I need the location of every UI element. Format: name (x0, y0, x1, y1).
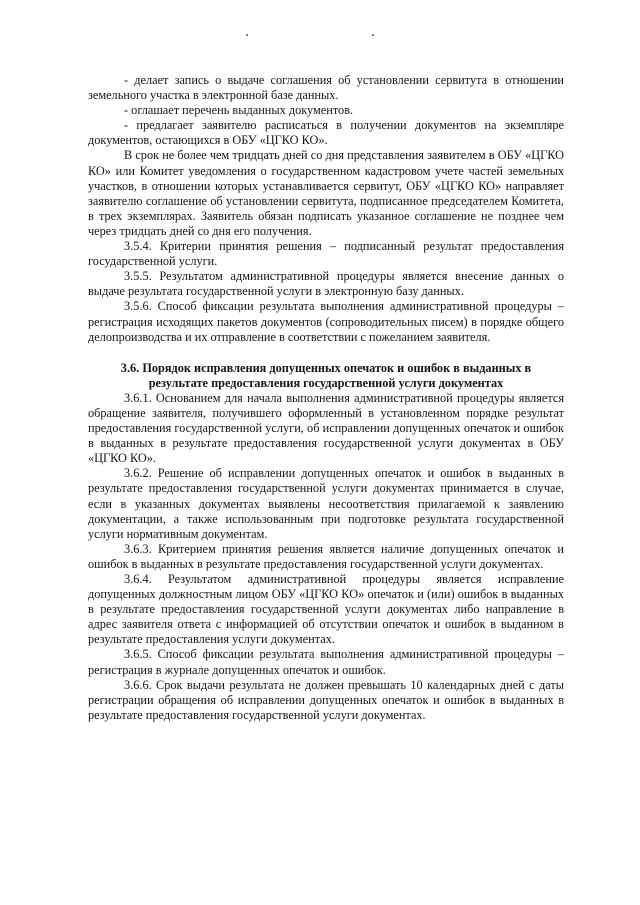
paragraph-3-6-6: 3.6.6. Срок выдачи результата не должен превышать 10 календарных дней с даты регистрации обращения об исправлении допущенных опечаток и ошибок в выданных в результате предоставления государственной услуги документах. (88, 677, 564, 722)
paragraph-3-5-6: 3.5.6. Способ фиксации результата выполнения административной процедуры – регистрация исходящих пакетов документов (сопроводительных писем) в порядке общего делопроизводства и их отправление в соответствии с пожеланием заявителя. (88, 299, 564, 344)
paragraph-3-6-3: 3.6.3. Критерием принятия решения является наличие допущенных опечаток и ошибок в выданных в результате предоставления государственной услуги документах. (88, 541, 564, 571)
paragraph-list-announce: - оглашает перечень выданных документов. (124, 103, 354, 118)
paragraph-3-6-1: 3.6.1. Основанием для начала выполнения административной процедуры является обращение заявителя, получившего оформленный в установленном порядке результат предоставления государственной услуги, об исправлении допущенных опечаток и ошибок в выданных в результате предоставления государственной услуги документах в ОБУ «ЦГКО КО». (88, 390, 564, 466)
paragraph-3-6-2: 3.6.2. Решение об исправлении допущенных опечаток и ошибок в выданных в результате предоставления государственной услуги документах принимается в случае, если в указанных документах выявлены несоответствия прилагаемой к заявлению документации, а также использованным при подготовке результата государственной услуги нормативным документам. (88, 466, 564, 541)
paragraph-thirty-days: В срок не более чем тридцать дней со дня представления заявителем в ОБУ «ЦГКО КО» или Комитет уведомления о государственном кадастровом учете частей земельных участков, в отношении которых устанавливается сервитут, ОБУ «ЦГКО КО» направляет заявителю соглашение об установлении сервитута, подписанное председателем Комитета, в трех экземплярах. Заявитель обязан подписать указанное соглашение не позднее чем через тридцать дней со дня его получения. (88, 148, 564, 238)
scan-speck (372, 34, 374, 36)
paragraph-3-6-4: 3.6.4. Результатом административной процедуры является исправление допущенных должностным лицом ОБУ «ЦГКО КО» опечаток и (или) ошибок в выданных в результате предоставления государственной услуги документах либо направление в адрес заявителя ответа с информацией об отсутствии опечаток и ошибок в выданном в результате предоставления услуги документах. (88, 572, 564, 647)
paragraph-record-entry: - делает запись о выдаче соглашения об установлении сервитута в отношении земельного участка в электронной базе данных. (88, 73, 564, 103)
document-page (88, 73, 564, 723)
paragraph-3-5-5: 3.5.5. Результатом административной процедуры является внесение данных о выдаче результата государственной услуги в электронную базу данных. (88, 269, 564, 299)
paragraph-3-6-5: 3.6.5. Способ фиксации результата выполнения административной процедуры – регистрация в журнале допущенных опечаток и ошибок. (88, 647, 564, 677)
paragraph-sign-offer: - предлагает заявителю расписаться в получении документов на экземпляре документов, остающихся в ОБУ «ЦГКО КО». (88, 118, 564, 148)
paragraph-3-5-4: 3.5.4. Критерии принятия решения – подписанный результат предоставления государственной услуги. (88, 239, 564, 269)
scan-speck (246, 34, 248, 36)
section-heading-3-6: 3.6. Порядок исправления допущенных опечаток и ошибок в выданных в результате предоставления государственной услуги документах (120, 360, 532, 390)
